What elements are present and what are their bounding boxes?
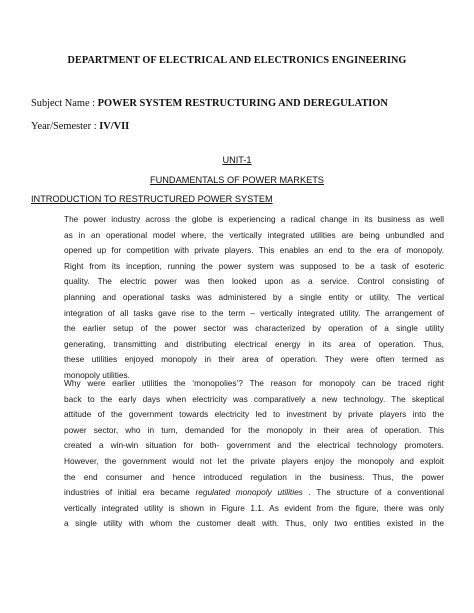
- unit-title: FUNDAMENTALS OF POWER MARKETS: [150, 175, 324, 185]
- paragraph-2: [64, 376, 444, 532]
- subject-value: POWER SYSTEM RESTRUCTURING AND DEREGULATION: [97, 98, 388, 109]
- department-heading: DEPARTMENT OF ELECTRICAL AND ELECTRONICS ENGINEERING: [67, 55, 407, 66]
- subject-line: [31, 98, 388, 109]
- subject-label: Subject Name :: [31, 98, 98, 109]
- text-run: . The structure of a conventional: [302, 487, 444, 498]
- paragraph-line: vertically integrated utility is shown in Figure 1.1. As evident from the figure, there was only: [64, 502, 444, 513]
- paragraph-line: as in an operational model where, the vertically integrated utilities are being unbundled and: [64, 229, 444, 240]
- paragraph-line: attitude of the government towards electricity led to investment by private players into the: [64, 409, 444, 420]
- paragraph-line: the earlier setup of the power sector was characterized by operation of a single utility: [64, 323, 444, 334]
- paragraph-line: the end consumer and hence introduced regulation in the business. Thus, the power: [64, 471, 444, 482]
- paragraph-line: a single utility with whom the customer dealt with. Thus, only two entities existed in the: [64, 518, 444, 529]
- paragraph-line: these utilities enjoyed monopoly in their area of operation. They were often termed as: [64, 354, 444, 365]
- paragraph-line: created a win-win situation for both- government and the electrical technology promoters.: [64, 440, 444, 451]
- paragraph-line: However, the government would not let the private players enjoy the monopoly and exploit: [64, 455, 444, 466]
- paragraph-line: Why were earlier utilities the ‘monopolies’? The reason for monopoly can be traced right: [64, 378, 444, 388]
- text-run: industries of initial era became: [64, 487, 196, 498]
- paragraph-1: [64, 212, 444, 384]
- paragraph-line: integration of all tasks gave rise to the term – vertically integrated utility. The arrangement of: [64, 307, 444, 318]
- paragraph-line: generating, transmitting and distributing electrical energy in its area of operation. Thus,: [64, 338, 444, 349]
- year-semester-value: IV/VII: [99, 121, 130, 132]
- section-heading: INTRODUCTION TO RESTRUCTURED POWER SYSTEM: [31, 194, 273, 204]
- paragraph-line: Right from its inception, running the power system was supposed to be a task of esoteric: [64, 260, 444, 271]
- paragraph-line: planning and operational tasks was administered by a single entity or utility. The vertical: [64, 291, 444, 302]
- unit-heading: UNIT-1: [222, 155, 252, 165]
- paragraph-line: back to the early days when electricity was comparatively a new technology. The skeptical: [64, 393, 444, 404]
- paragraph-line: opened up for competition with private players. This enables an end to the era of monopoly.: [64, 245, 444, 256]
- year-semester-label: Year/Semester :: [31, 121, 100, 132]
- paragraph-line: [64, 485, 444, 501]
- italic-term: regulated monopoly utilities: [195, 487, 303, 498]
- paragraph-line: quality. The electric power was then looked upon as a service. Control consisting of: [64, 276, 444, 287]
- paragraph-line: monopoly utilities.: [64, 369, 130, 380]
- paragraph-line: The power industry across the globe is experiencing a radical change in its business as well: [64, 214, 444, 224]
- year-semester-line: [31, 121, 129, 132]
- paragraph-line: power sector, who in turn, demanded for the monopoly in their area of operation. This: [64, 424, 444, 435]
